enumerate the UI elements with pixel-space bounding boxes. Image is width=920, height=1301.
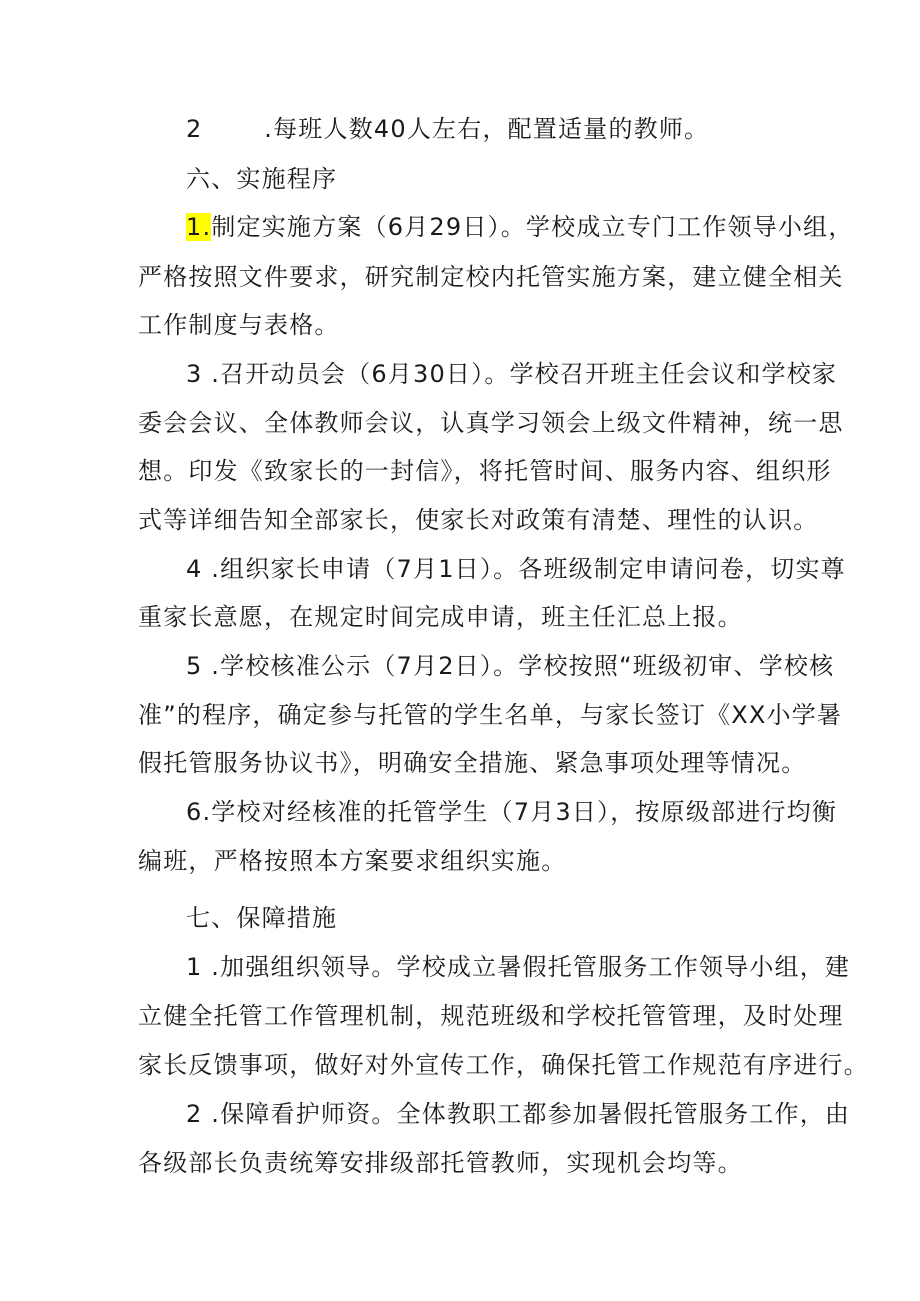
paragraph-measure-1-line-3: 家长反馈事项，做好对外宣传工作，确保托管工作规范有序进行。 — [138, 1051, 869, 1079]
paragraph-step-6-line-1: 6.学校对经核准的托管学生（7月3日），按原级部进行均衡 — [186, 798, 838, 826]
paragraph-step-4-line-2: 重家长意愿，在规定时间完成申请，班主任汇总上报。 — [138, 603, 743, 631]
paragraph-step-1-line-2: 严格按照文件要求，研究制定校内托管实施方案，建立健全相关 — [138, 263, 844, 291]
paragraph-step-3-line-4: 式等详细告知全部家长，使家长对政策有清楚、理性的认识。 — [138, 506, 819, 534]
paragraph-step-6-line-2: 编班，严格按照本方案要求组织实施。 — [138, 847, 567, 875]
paragraph-step-4-line-1: 4 .组织家长申请（7月1日）。各班级制定申请问卷，切实尊 — [186, 555, 846, 583]
paragraph-measure-1-line-2: 立健全托管工作管理机制，规范班级和学校托管管理，及时处理 — [138, 1002, 844, 1030]
paragraph-step-3-line-3: 想。印发《致家长的一封信》，将托管时间、服务内容、组织形 — [138, 457, 832, 485]
paragraph-step-3-line-2: 委会会议、全体教师会议，认真学习领会上级文件精神，统一思 — [138, 409, 844, 437]
paragraph-step-3-line-1: 3 .召开动员会（6月30日）。学校召开班主任会议和学校家 — [186, 360, 838, 388]
section-heading-safeguards: 七、保障措施 — [186, 904, 338, 932]
section-heading-implementation: 六、实施程序 — [186, 165, 338, 193]
paragraph-measure-1-line-1: 1 .加强组织领导。学校成立暑假托管服务工作领导小组，建 — [186, 953, 851, 981]
paragraph-text: 制定实施方案（6月29日）。学校成立专门工作领导小组， — [211, 213, 854, 241]
paragraph-step-5-line-2: 准”的程序，确定参与托管的学生名单，与家长签订《XX小学暑 — [138, 701, 843, 729]
paragraph-step-5-line-3: 假托管服务协议书》，明确安全措施、紧急事项处理等情况。 — [138, 749, 807, 777]
list-item-2-class-size: 2 .每班人数40人左右，配置适量的教师。 — [186, 115, 710, 143]
highlighted-number: 1. — [186, 213, 212, 241]
paragraph-step-1-line-1 — [186, 212, 854, 242]
paragraph-measure-2-line-2: 各级部长负责统筹安排级部托管教师，实现机会均等。 — [138, 1149, 743, 1177]
paragraph-step-5-line-1: 5 .学校核准公示（7月2日）。学校按照“班级初审、学校核 — [186, 652, 835, 680]
paragraph-step-1-line-3: 工作制度与表格。 — [138, 311, 340, 339]
paragraph-measure-2-line-1: 2 .保障看护师资。全体教职工都参加暑假托管服务工作，由 — [186, 1100, 851, 1128]
